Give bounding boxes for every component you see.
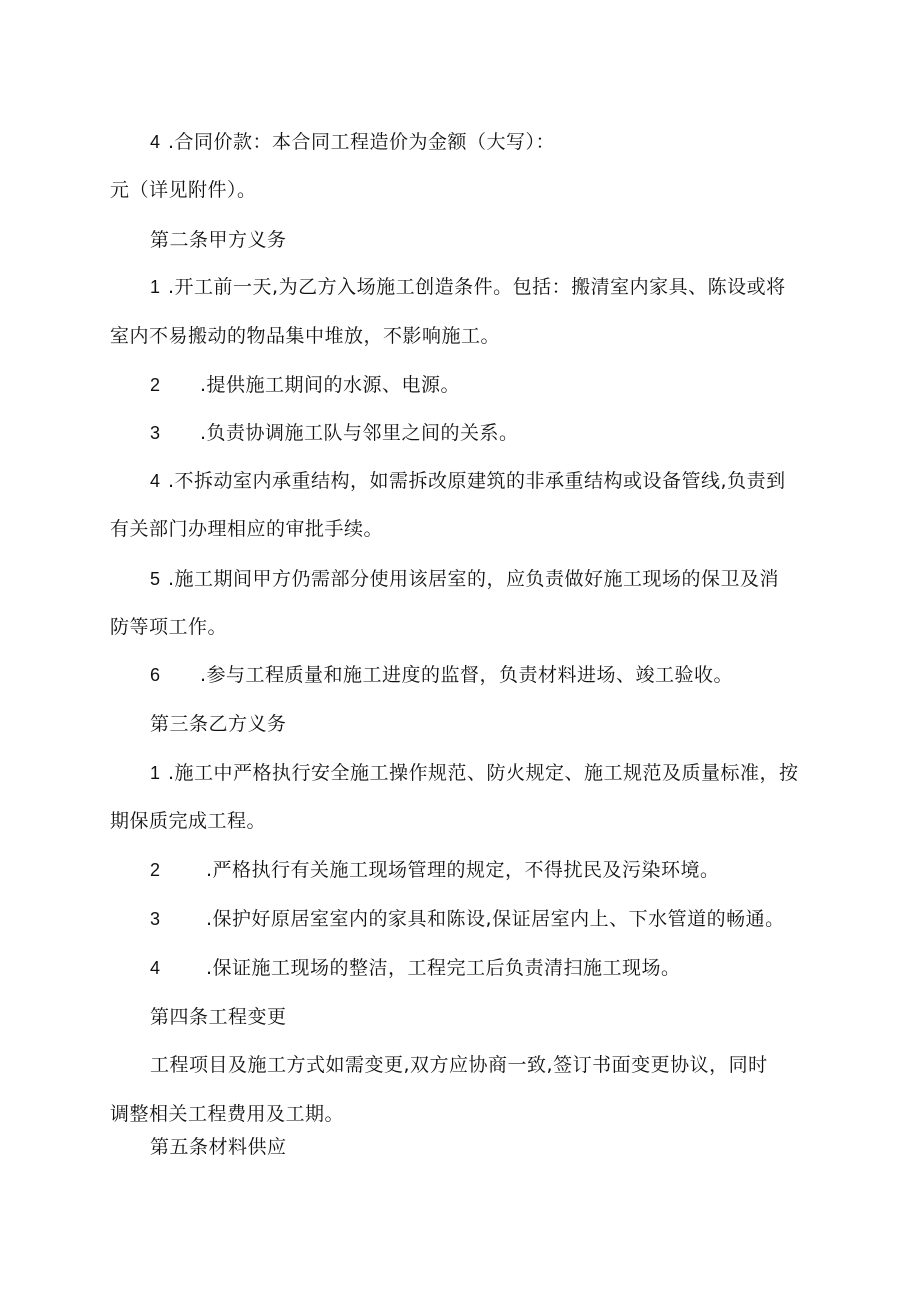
item-number: 5 [150, 569, 161, 589]
item-number: 4 [150, 958, 161, 978]
item-text: .不拆动室内承重结构，如需拆改原建筑的非承重结构或设备管线,负责到 [168, 470, 786, 492]
item-number: 3 [150, 423, 161, 443]
section-heading-materials [150, 1134, 287, 1160]
item-text: .合同价款：本合同工程造价为金额（大写）： [168, 131, 556, 153]
item-text: .施工中严格执行安全施工操作规范、防火规定、施工规范及质量标准，按 [168, 762, 799, 784]
item-text: .开工前一天,为乙方入场施工创造条件。包括：搬清室内家具、陈设或将 [168, 276, 786, 298]
clause-line [150, 420, 519, 446]
item-text: 元（详见附件）。 [110, 179, 257, 201]
clause-line [150, 662, 733, 688]
item-text: .提供施工期间的水源、电源。 [200, 374, 461, 396]
clause-line [150, 566, 779, 592]
section-heading-party-a-duties [150, 227, 287, 253]
item-text: .参与工程质量和施工进度的监督，负责材料进场、竣工验收。 [200, 664, 734, 686]
section-title: 第四条工程变更 [150, 1006, 287, 1028]
clause-line-continuation [110, 323, 500, 349]
clause-line-continuation [110, 614, 227, 640]
clause-line [150, 955, 681, 981]
item-number: 6 [150, 665, 161, 685]
clause-line-continuation [110, 808, 266, 834]
item-number: 2 [150, 860, 161, 880]
item-number: 1 [150, 763, 161, 783]
item-text: 有关部门办理相应的审批手续。 [110, 518, 384, 540]
section-heading-party-b-duties [150, 711, 287, 737]
section-title: 第二条甲方义务 [150, 229, 287, 251]
section-heading-change [150, 1004, 287, 1030]
clause-line-contract-price [150, 129, 555, 155]
section-title: 第三条乙方义务 [150, 713, 287, 735]
clause-line [150, 372, 460, 398]
item-number: 4 [150, 471, 161, 491]
item-number: 2 [150, 375, 161, 395]
item-text: .施工期间甲方仍需部分使用该居室的，应负责做好施工现场的保卫及消 [168, 568, 780, 590]
item-text: 室内不易搬动的物品集中堆放，不影响施工。 [110, 325, 501, 347]
item-number: 1 [150, 277, 161, 297]
item-text: .严格执行有关施工现场管理的规定，不得扰民及污染环境。 [206, 859, 720, 881]
paragraph-line-continuation [110, 1101, 344, 1127]
paragraph-line [150, 1052, 768, 1078]
item-text: 期保质完成工程。 [110, 810, 267, 832]
item-text: .保护好原居室室内的家具和陈设,保证居室内上、下水管道的畅通。 [206, 908, 785, 930]
section-title: 第五条材料供应 [150, 1136, 287, 1158]
item-text: 防等项工作。 [110, 616, 228, 638]
item-number: 4 [150, 132, 161, 152]
item-number: 3 [150, 909, 161, 929]
item-text: 工程项目及施工方式如需变更,双方应协商一致,签订书面变更协议，同时 [150, 1054, 768, 1076]
clause-line [150, 857, 720, 883]
clause-line-continuation [110, 177, 257, 203]
clause-line [150, 760, 799, 786]
item-text: 调整相关工程费用及工期。 [110, 1103, 345, 1125]
clause-line [150, 906, 785, 932]
clause-line [150, 274, 786, 300]
item-text: .保证施工现场的整洁，工程完工后负责清扫施工现场。 [206, 957, 681, 979]
clause-line-continuation [110, 516, 383, 542]
item-text: .负责协调施工队与邻里之间的关系。 [200, 422, 519, 444]
clause-line [150, 468, 786, 494]
